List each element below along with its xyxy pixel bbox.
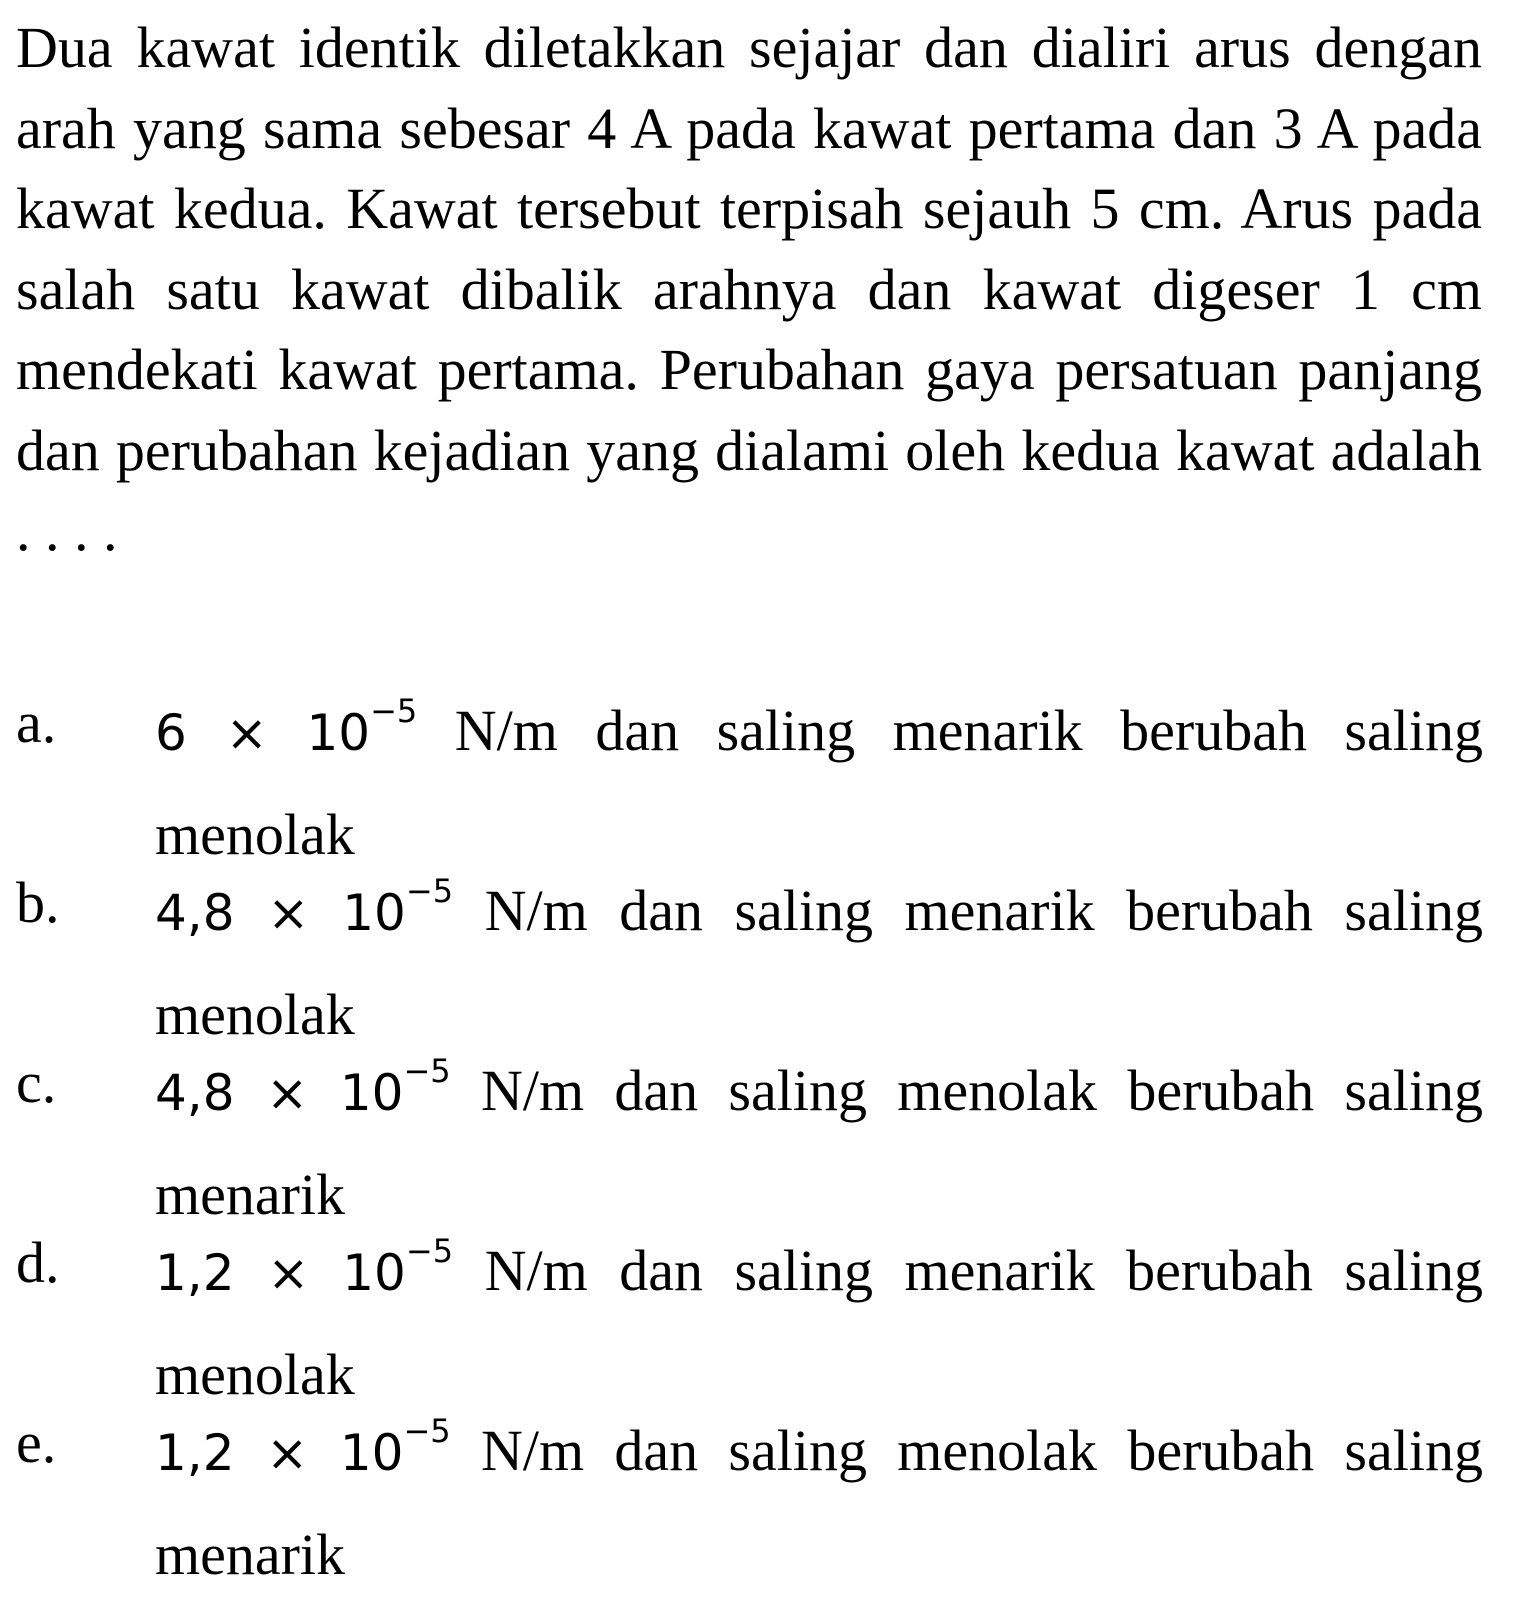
answer-options bbox=[16, 683, 1486, 1587]
option-value: 4,8 × 10 bbox=[155, 1064, 404, 1122]
option-text bbox=[155, 683, 1483, 882]
option-value: 1,2 × 10 bbox=[155, 1424, 404, 1482]
option-description: dan saling menolak berubah saling menarik bbox=[155, 1418, 1483, 1587]
option-letter: b. bbox=[16, 870, 60, 935]
option-description: dan saling menarik berubah saling menolak bbox=[155, 878, 1483, 1047]
option-letter: a. bbox=[16, 690, 57, 755]
option-description: dan saling menolak berubah saling menarik bbox=[155, 1058, 1483, 1227]
option-text bbox=[155, 1223, 1483, 1422]
option-letter: c. bbox=[16, 1050, 57, 1115]
option-text bbox=[155, 1043, 1483, 1242]
option-e[interactable] bbox=[16, 1403, 1486, 1587]
option-letter: d. bbox=[16, 1230, 60, 1295]
option-unit: N/m bbox=[450, 1418, 585, 1483]
option-letter: e. bbox=[16, 1410, 57, 1475]
option-description: dan saling menarik berubah saling menolak bbox=[155, 698, 1483, 867]
option-value: 1,2 × 10 bbox=[155, 1244, 406, 1302]
option-a[interactable] bbox=[16, 683, 1486, 867]
option-description: dan saling menarik berubah saling menolak bbox=[155, 1238, 1483, 1407]
option-text bbox=[155, 1403, 1483, 1602]
option-unit: N/m bbox=[453, 1238, 588, 1303]
option-text bbox=[155, 863, 1483, 1062]
option-exponent: −5 bbox=[403, 1412, 451, 1450]
option-unit: N/m bbox=[450, 1058, 585, 1123]
option-b[interactable] bbox=[16, 863, 1486, 1047]
option-exponent: −5 bbox=[370, 692, 418, 730]
option-unit: N/m bbox=[417, 698, 558, 763]
option-c[interactable] bbox=[16, 1043, 1486, 1227]
option-exponent: −5 bbox=[403, 1052, 451, 1090]
option-unit: N/m bbox=[453, 878, 588, 943]
option-exponent: −5 bbox=[405, 872, 454, 910]
option-d[interactable] bbox=[16, 1223, 1486, 1407]
option-value: 4,8 × 10 bbox=[155, 884, 406, 942]
option-value: 6 × 10 bbox=[155, 704, 371, 762]
question-stem: Dua kawat identik diletakkan sejajar dan dialiri arus dengan arah yang sama sebesar 4 A pada kawat pertama dan 3 A pada kawat kedua. Kawat tersebut terpisah sejauh 5 cm. Arus pada salah satu kawat dibalik arahnya dan kawat digeser 1 cm mendekati kawat pertama. Perubahan gaya persatuan panjang dan perubahan kejadian yang dialami oleh kedua kawat adalah . . . . bbox=[16, 15, 1482, 563]
option-exponent: −5 bbox=[405, 1232, 454, 1270]
